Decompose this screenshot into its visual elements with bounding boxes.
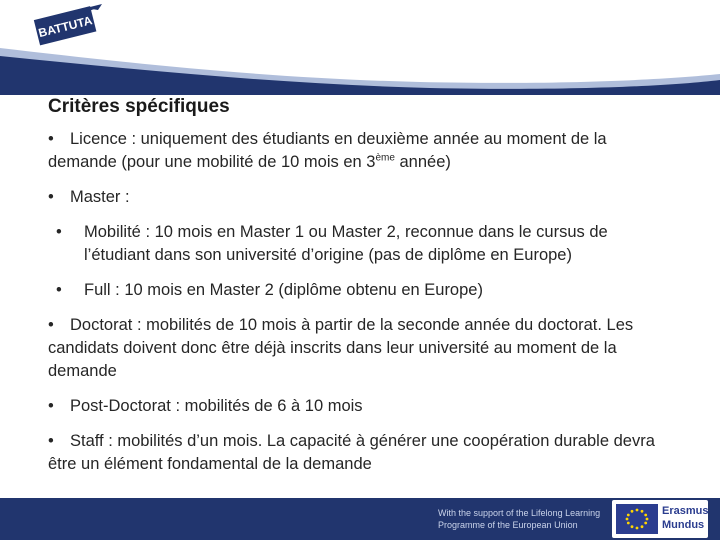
bullet-postdoc xyxy=(48,395,678,418)
bullet-mark: • xyxy=(48,188,54,206)
erasmus-line1: Erasmus xyxy=(662,505,709,517)
logo-text: BATTUTA xyxy=(37,13,94,41)
bullet-mark: • xyxy=(48,432,54,450)
bullet-mark: • xyxy=(56,281,62,299)
battuta-logo xyxy=(28,2,108,48)
ordinal-suffix: ème xyxy=(375,152,395,164)
slide-content xyxy=(48,128,678,488)
erasmus-mundus-logo xyxy=(612,500,708,538)
bullet-mark: • xyxy=(48,397,54,415)
bullet-licence xyxy=(48,128,678,174)
bullet-staff xyxy=(48,430,678,476)
doctorat-text: Doctorat : mobilités de 10 mois à partir de la seconde année du doctorat. Les candidats doivent donc être déjà inscrits dans leur université au moment de la demande xyxy=(48,316,634,380)
staff-text: Staff : mobilités d’un mois. La capacité à générer une coopération durable devra être un élément fondamental de la demande xyxy=(48,432,655,473)
sub-bullet-full xyxy=(56,279,678,302)
licence-text-end: année) xyxy=(394,153,451,171)
bullet-mark: • xyxy=(48,130,54,148)
header-wave xyxy=(0,0,720,95)
sub-bullet-mobilite xyxy=(56,221,678,267)
bullet-mark: • xyxy=(56,223,62,241)
postdoc-text: Post-Doctorat : mobilités de 6 à 10 mois xyxy=(70,397,363,415)
full-text: Full : 10 mois en Master 2 (diplôme obtenu en Europe) xyxy=(84,281,483,299)
eu-flag-icon xyxy=(616,504,658,534)
bullet-mark: • xyxy=(48,316,54,334)
master-text: Master : xyxy=(70,188,130,206)
mobilite-text: Mobilité : 10 mois en Master 1 ou Master 2, reconnue dans le cursus de l’étudiant dans son université d’origine (pas de diplôme en Europe) xyxy=(84,223,608,264)
erasmus-mundus-text xyxy=(662,504,708,532)
erasmus-line2: Mundus xyxy=(662,519,705,531)
licence-text: Licence : uniquement des étudiants en deuxième année au moment de la demande (pour une mobilité de 10 mois en 3 xyxy=(48,130,607,171)
slide-title: Critères spécifiques xyxy=(48,96,230,117)
bullet-master xyxy=(48,186,678,209)
bullet-doctorat xyxy=(48,314,678,383)
footer-support-text: With the support of the Lifelong Learning Programme of the European Union xyxy=(438,508,601,530)
